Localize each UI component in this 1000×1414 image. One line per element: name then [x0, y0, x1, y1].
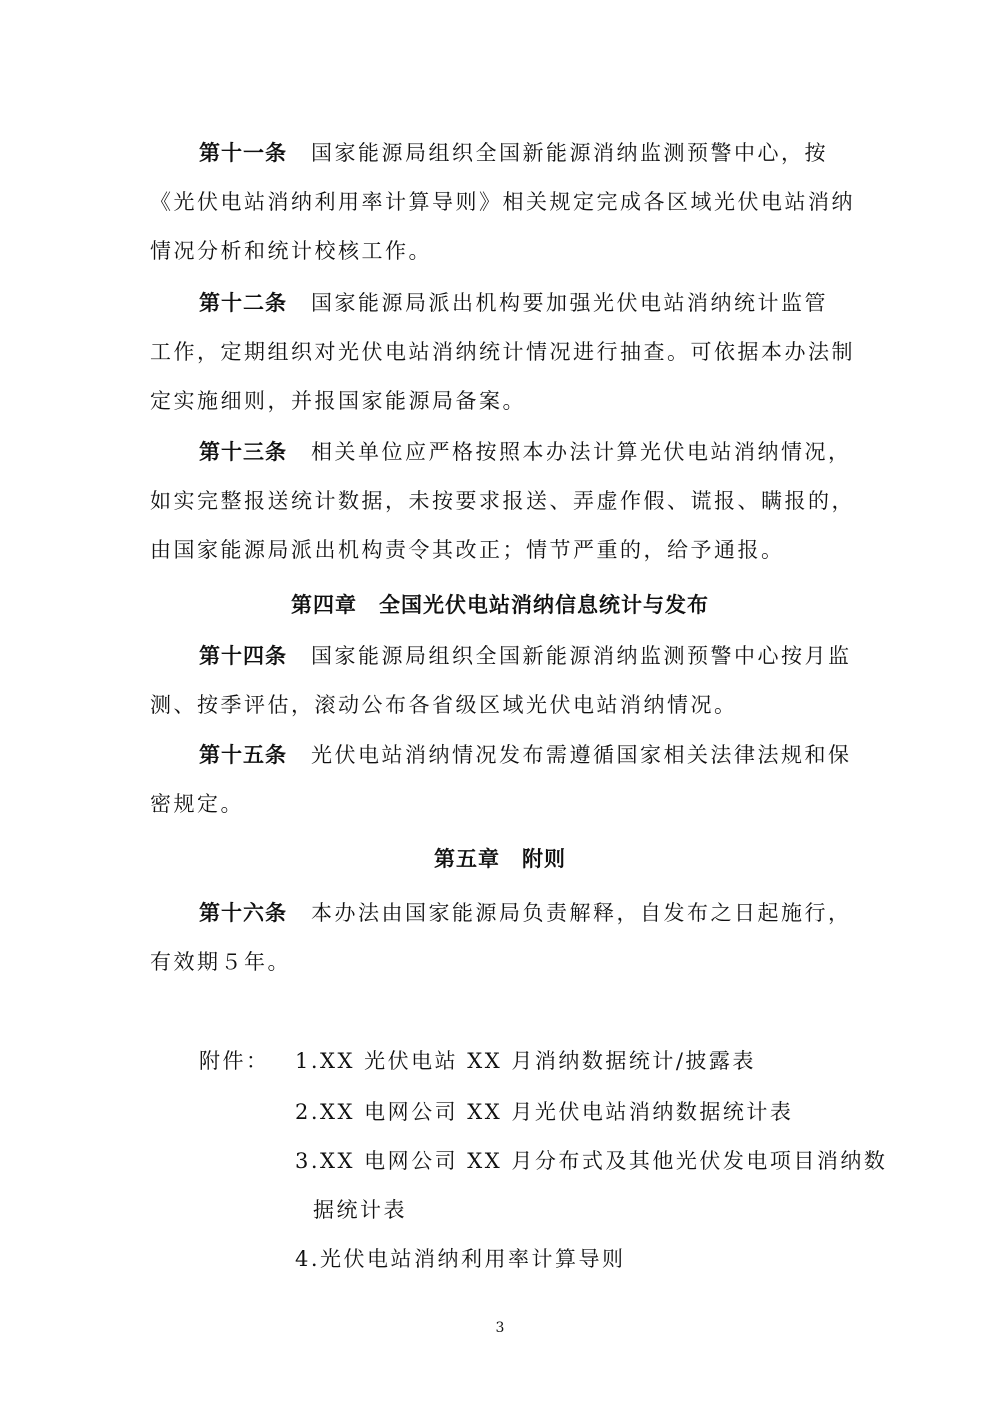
article-13-label: 第十三条	[199, 440, 287, 464]
attachments-label: 附件：	[199, 1049, 270, 1073]
article-16-label: 第十六条	[199, 901, 287, 925]
article-11-label: 第十一条	[199, 141, 287, 165]
article-12-line-1	[199, 288, 828, 318]
attachment-item-3-line-1: 3.XX 电网公司 XX 月分布式及其他光伏发电项目消纳数	[295, 1149, 888, 1173]
chapter-5-heading: 第五章 附则	[434, 847, 566, 871]
article-15-line-2: 密规定。	[150, 792, 244, 816]
article-14-label: 第十四条	[199, 644, 287, 668]
article-14-line-1	[199, 641, 852, 671]
article-12-text-1: 国家能源局派出机构要加强光伏电站消纳统计监管	[311, 291, 828, 315]
article-16-line-1	[199, 898, 852, 928]
article-11-line-3: 情况分析和统计校核工作。	[150, 239, 432, 263]
article-11-line-1	[199, 138, 828, 168]
article-15-line-1	[199, 740, 852, 770]
article-11-line-2: 《光伏电站消纳利用率计算导则》相关规定完成各区域光伏电站消纳	[150, 190, 855, 214]
article-14-line-2: 测、按季评估，滚动公布各省级区域光伏电站消纳情况。	[150, 693, 738, 717]
article-13-line-1	[199, 437, 852, 467]
article-12-line-2: 工作，定期组织对光伏电站消纳统计情况进行抽查。可依据本办法制	[150, 340, 855, 364]
attachment-item-3-line-2: 据统计表	[313, 1198, 407, 1222]
attachment-item-1: 1.XX 光伏电站 XX 月消纳数据统计/披露表	[295, 1049, 756, 1073]
chapter-4-heading: 第四章 全国光伏电站消纳信息统计与发布	[291, 593, 709, 617]
article-11-text-1: 国家能源局组织全国新能源消纳监测预警中心，按	[311, 141, 828, 165]
attachment-item-2: 2.XX 电网公司 XX 月光伏电站消纳数据统计表	[295, 1100, 794, 1124]
article-13-text-1: 相关单位应严格按照本办法计算光伏电站消纳情况，	[311, 440, 852, 464]
article-12-label: 第十二条	[199, 291, 287, 315]
article-13-line-2: 如实完整报送统计数据，未按要求报送、弄虚作假、谎报、瞒报的，	[150, 489, 855, 513]
article-12-line-3: 定实施细则，并报国家能源局备案。	[150, 389, 526, 413]
attachment-item-4: 4.光伏电站消纳利用率计算导则	[295, 1247, 626, 1271]
article-15-label: 第十五条	[199, 743, 287, 767]
article-16-text-1: 本办法由国家能源局负责解释，自发布之日起施行，	[311, 901, 852, 925]
article-16-line-2: 有效期５年。	[150, 950, 291, 974]
page-number: 3	[495, 1320, 505, 1336]
article-15-text-1: 光伏电站消纳情况发布需遵循国家相关法律法规和保	[311, 743, 852, 767]
article-14-text-1: 国家能源局组织全国新能源消纳监测预警中心按月监	[311, 644, 852, 668]
article-13-line-3: 由国家能源局派出机构责令其改正；情节严重的，给予通报。	[150, 538, 785, 562]
